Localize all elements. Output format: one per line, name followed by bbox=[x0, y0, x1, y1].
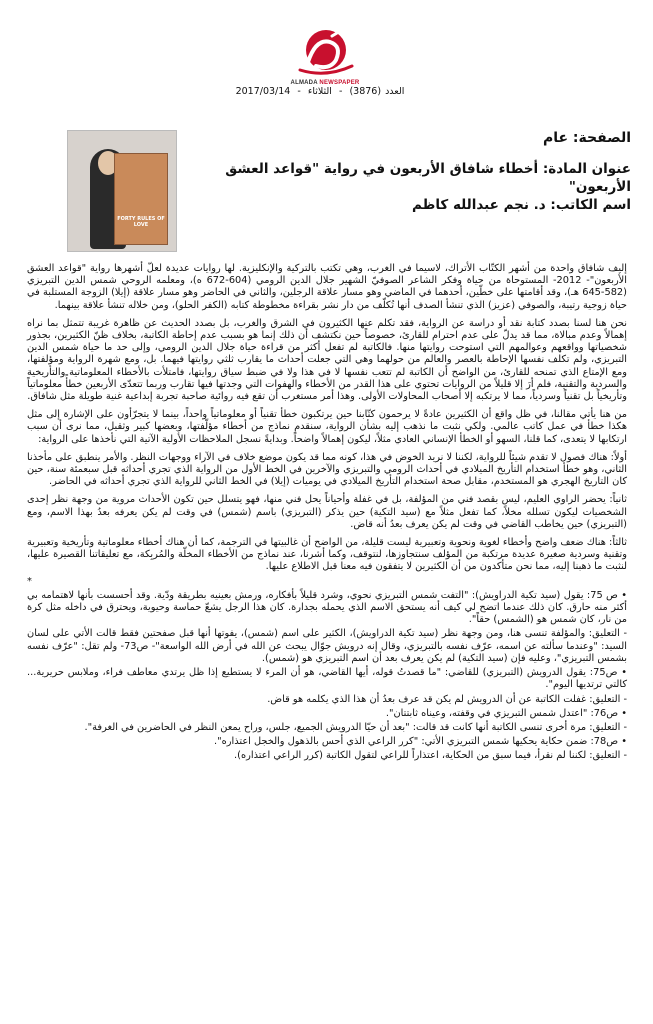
issue-weekday: الثلاثاء bbox=[307, 86, 332, 97]
note-2: - التعليق: والمؤلفة تنسى هنا، ومن وجهة نظر (سيد تكية الدراويش)، الكثير على اسم (شمس)، يفوتها أنها قبل صفحتين فقط قالت الأتي على لسان السيد: "وعندما سألته عن اسمه، عرّف نفسه بالتبريزي، وقال إنه درويش جوّال يبحث عن الله في أرض الله الواسعة"- ص73- ولم تقل: "عرّف نفسه بشمس التبريزي"، وعليه فإن (سيد التكية) لم يكن يعرف بعد أن اسم التبريزي هو (شمس). bbox=[27, 628, 628, 664]
issue-separator-2: - bbox=[297, 86, 301, 97]
issue-label: العدد bbox=[385, 86, 405, 97]
paragraph-5: ثانياً: يحضر الراوي العليم، ليس بقصد فني من المؤلفة، بل في غفلة وأحياناً يحل فني منها، فهو يتسلل حين تكون الأحداث مروية من وجهة نظر إحدى الشخصيات ليكون تسلله مخلاً، كما تفعل مثلاً مع (سيد التكية) حين يذكر (التبريزي) باسم (شمس) في وقت لم يكن يعرفه بعدُ بهذا الاسم، ومع (التبريزي) حين يخاطب القاضي في وقت لم يكن يعرف بعدُ أنه قاض. bbox=[27, 494, 627, 530]
issue-line bbox=[230, 86, 410, 97]
paragraph-1: إليف شافاق واحدة من أشهر الكتّاب الأتراك، لاسيما في الغرب، وهي تكتب بالتركية والإنكليزية. لها روايات عديدة لعلّ أشهرها رواية "قواعد العشق الأربعون"- 2012- المستوحاة من حياة وفكر الشاعر الصوفيّ الشهير جلال الدين الرومي (604-672 ه)، ومعلمه الروحي شمس الدين التبريزي (582-645 هـ)، وقد أقامتها على خطّين، أحدهما في الماضي وهو مسار علاقة الرجلين، والثاني في الحاضر وهو مسار علاقة (إيلا) الزوجة المستلبة في حياة زوجية رتيبة، والصوفي (عزيز) الذي تنشأ الصدف أنها تُكلّف من دار نشر بقراءة مخطوطة كتابه (الكفر الحلو)، ومن خلاله تنشأ علاقة بينهما. bbox=[27, 263, 627, 311]
article-title: عنوان المادة: أخطاء شافاق الأربعون في رواية "قواعد العشق الأربعون" bbox=[225, 161, 631, 195]
paragraph-4: أولاً: هناك فصول لا تقدم شيئاً للرواية، لكننا لا نريد الخوض في هذا، كونه مما قد يكون موضع خلاف في الآراء ووجهات النظر. والأمر ينطبق على مأخذنا الثاني، وهو خطأ استخدام التأريخ الميلادي في أحداث الرومي والتبريزي والآخرين في الخط الأول من الرواية الذي تجري أحداثه قبل سبعمئة سنة، حين كان التاريخ الهجري هو المستخدم، مقابل صحة استخدام التأريخ الميلادي في يوميات (إيلا) في الخط الثاني للرواية الذي تجري أحداثه في الحاضر. bbox=[27, 451, 627, 488]
note-1: • ص 75: يقول (سيد تكية الدراويش): "التفت شمس التبريزي نحوي، وشرد قليلاً بأفكاره، ورمش بعينيه بطريقة ودّية. وقد أحسست بأنها لاهتمامه بي أكثر منه حارق. كان ذلك عندما اتضح لي كيف أنه يستحق الاسم الذي يحمله بجدارة. كان هذا الرجل يشعّ حماسة وحيوية، ويحترق في داخله مثل كرة من نار، كان شمس هو (الشمس) حقاً". bbox=[27, 589, 627, 626]
section-label: الصفحة: عام bbox=[542, 130, 631, 146]
note-8: - التعليق: لكننا لم نقرأ، فيما سبق من الحكاية، اعتذاراً للراعي لتقول الكاتبة (كرر الراعي اعتذاره). bbox=[234, 750, 627, 762]
paragraph-6: ثالثاً: هناك ضعف واضح وأخطاء لغوية ونحوية وتعبيرية ليست قليلة، من الواضح أن غالبيتها في الترجمة، كما أن هناك أخطاء معلوماتية وتأريخية وتعبيرية وتقنية وسردية صغيرة عديدة مرتكبة من المؤلف سنتجاوزها، لنتوقف، وكما أشرنا، عند نماذج من الأخطاء المخلّة والمُربِكة، مع تعليقاتنا القصيرة عليها، لنثبت ما ذهبنا إليه، مما نحن متأكدون من أن الكثيرين لا يتفقون فيه معنا قبل الاطلاع عليها. bbox=[27, 537, 627, 573]
article-meta bbox=[211, 130, 631, 214]
photo-book-cover bbox=[114, 153, 168, 245]
note-6: - التعليق: مرة أخرى تنسى الكاتبة أنها كانت قد قالت: "بعد أن حيّا الدرويش الجميع، جلس، وراح يمعن النظر في الحاضرين في الغرفة". bbox=[84, 721, 627, 733]
logo-caption-newspaper: NEWSPAPER bbox=[319, 80, 360, 86]
issue-separator: - bbox=[338, 86, 343, 97]
logo-caption-almada: ALMADA bbox=[290, 80, 318, 86]
section-divider-star: * bbox=[27, 575, 32, 587]
almada-logo-icon bbox=[286, 26, 364, 78]
article-body bbox=[27, 263, 627, 765]
author-photo bbox=[67, 130, 177, 252]
photo-book-title: FORTY RULES OF LOVE bbox=[117, 216, 165, 228]
issue-date: 2017/03/14 bbox=[235, 86, 291, 97]
article-author: اسم الكاتب: د. نجم عبدالله كاظم bbox=[412, 197, 631, 213]
note-7: • ص78: ضمن حكاية يحكيها شمس التبريزي الأتي: "كرر الراعي الذي أحس بالذهول والخجل اعتذاره". bbox=[214, 736, 627, 748]
paragraph-2: نحن هنا لسنا بصدد كتابة نقد أو دراسة عن الرواية، فقد تكلم عنها الكثيرون في الشرق والغرب، بل بصدد الحديث عن ظاهرة غريبة تتمثل بما نراه إهمالاً وعدم مبالاة، مما قد يدلّ على عدم احترام للقارئ، خصوصاً حين نكتشف أن ذلك إنما هو بسبب عدم إحاطة الكاتبة، بخلاف ظنّ الكثيرين، بجذور شخصياتها وواقعهم وعوالمهم التي استوحت روايتها منها. فالكاتبة لم تفعل أكثر من قراءة حياة جلال الدين الرومي، وإلى حد ما حياة شمس الدين التبريزي، ولم تكلف نفسها الإحاطة بالعصر والعالم من حولهما وهي التي جعلت أحداث ما يقارب ثلثي روايتها فيهما. بل، ومع شهرة الرواية ومؤلفتها، ومع الإمتاع الذي تمنحه للقارئ، من الواضح أن الكاتبة لم تتعب نفسها لا في هذا ولا في ضبط سياق روايتها، فامتلأت بالأخطاء المعلوماتية والتأريخية والسردية والتقنية، فلم أرَ إلا قليلاً من الروايات تحتوي على هذا القدر من الأخطاء والهفوات التي وجدتها فيها تقارب وربما تتعدّى الأربعين خطأً معلوماتياً وتأريخياً بل تقنياً وسردياً، مما لا يرتكبه إلا أصحاب المحاولات الأولى. وهذا أمر مستغرب أن تقع فيه روائية صاحبة تجربة إبداعية غنية طويلة مثل شافاق. bbox=[27, 317, 627, 403]
paragraph-3: من هنا يأتي مقالنا، في ظل واقع أن الكثيرين عادةً لا يرحمون كتّابنا حين يرتكبون خطأ تقنياً أو معلوماتياً واحداً، بينما لا يتجرّأون على الإشارة إلى مثل هكذا خطأ في عمل كاتب عالمي. ولكي نثبت ما نذهب إليه بشأن الرواية، سنقدم نماذج من أخطاء مؤلّفتها، وبعضها كبير وثقيل، مما نرى أن سبب ارتكابها لا يتعدى، كما قلنا، السهو أو الخطأ الإنساني العادي مثلاً، ليكون إهمالاً واضحاً. وبدايةً نسجل الملاحظات الأولية الآتية التي نأخذها على الرواية: bbox=[27, 409, 627, 445]
note-3: • ص75: يقول الدرويش (التبريزي) للقاضي: "ما قصدتُ قوله، أيها القاضي، هو أن المرء لا يستطيع إذا ظل يرتدي معاطف فراء، وملابس حريرية... كالتي ترتديها اليوم". bbox=[27, 667, 627, 691]
issue-number: (3876) bbox=[349, 86, 382, 97]
note-5: • ص76: "اعتدل شمس التبريزي في وقفته، وعيناه ثابتتان". bbox=[385, 707, 627, 719]
note-4: - التعليق: غفلت الكاتبة عن أن الدرويش لم يكن قد عرف بعدُ أن هذا الذي يكلمه هو قاض. bbox=[267, 693, 627, 705]
